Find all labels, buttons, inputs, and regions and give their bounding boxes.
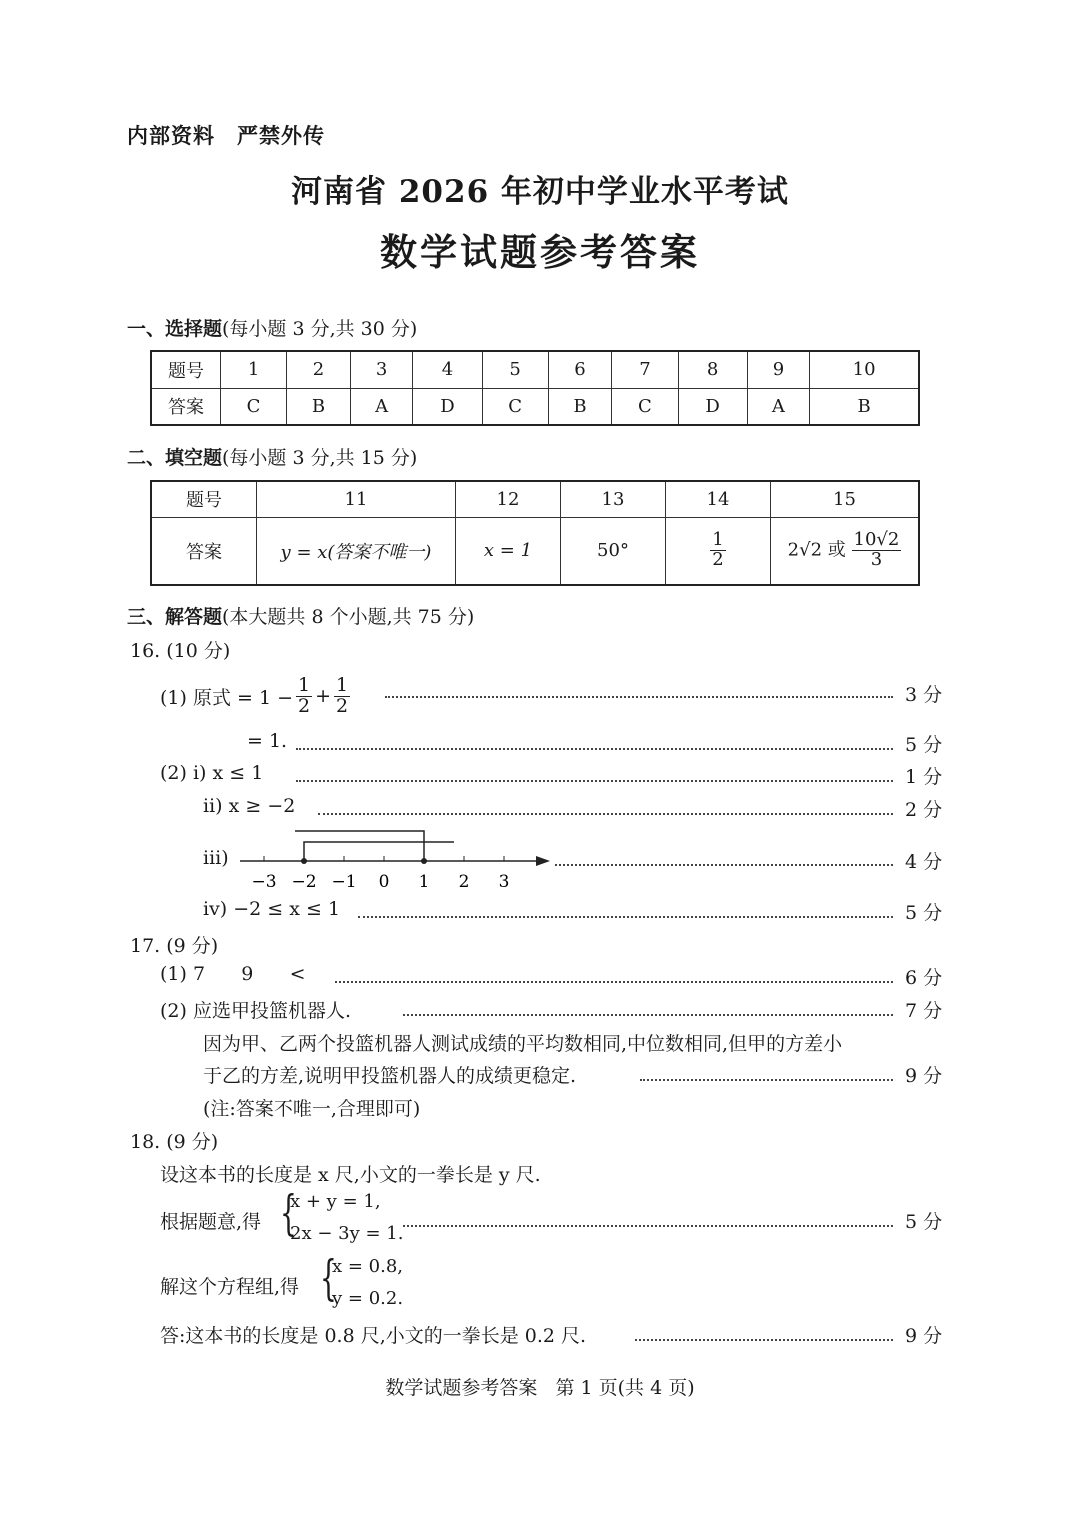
numerator: 1: [336, 673, 349, 696]
left-brace: {: [320, 1250, 337, 1306]
score: 5 分: [905, 902, 943, 924]
table-cell: 3: [350, 351, 413, 388]
tick-label: −1: [331, 872, 357, 892]
q16-part1-result: = 1.: [247, 730, 288, 752]
table-cell: 11: [257, 481, 456, 517]
table-cell: 5: [482, 351, 548, 388]
q16-part2-ii: ⅱ) x ≥ −2: [203, 795, 296, 817]
leader-dots: [403, 1225, 893, 1227]
q17-reason-line2: 于乙的方差,说明甲投篮机器人的成绩更稳定.: [203, 1065, 577, 1087]
table-cell: D: [678, 388, 747, 425]
table-cell: B: [548, 388, 612, 425]
table-cell: B: [287, 388, 351, 425]
tick-label: 3: [498, 872, 510, 892]
denominator: 2: [712, 549, 724, 571]
section-choice-label: 一、选择题: [127, 318, 223, 340]
table-cell: 10: [810, 351, 919, 388]
choice-answer-table: [150, 350, 920, 426]
fraction: [852, 531, 902, 570]
denominator: 2: [336, 694, 349, 717]
table-cell: 2: [287, 351, 351, 388]
answer-15: [771, 517, 920, 585]
score: 9 分: [905, 1065, 943, 1087]
fill-number-row: [151, 481, 919, 517]
table-cell: 9: [747, 351, 810, 388]
fill-answer-row: [151, 517, 919, 585]
table-cell: C: [482, 388, 548, 425]
solution-y: y = 0.2.: [332, 1288, 404, 1309]
section-fill-heading: [127, 443, 417, 470]
exam-title: 河南省 2026 年初中学业水平考试: [291, 174, 789, 210]
q16-part2-i: (2) ⅰ) x ≤ 1: [160, 762, 264, 784]
equation-1: x + y = 1,: [290, 1191, 381, 1212]
answer-11: y = x(答案不唯一): [257, 517, 456, 585]
leader-dots: [318, 813, 893, 815]
answer-key-title: 数学试题参考答案: [380, 230, 700, 274]
row-label: 答案: [151, 388, 221, 425]
q18-solution-prefix: 解这个方程组,得: [160, 1276, 300, 1298]
score: 5 分: [905, 734, 943, 756]
solution-bracket-x-ge-neg2: [304, 842, 454, 861]
fraction: [710, 531, 725, 570]
table-cell: A: [350, 388, 413, 425]
score: 9 分: [905, 1325, 943, 1347]
table-cell: C: [612, 388, 678, 425]
leader-dots: [555, 864, 893, 866]
q17-note: (注:答案不唯一,合理即可): [203, 1098, 421, 1120]
closed-point-1: [421, 858, 427, 864]
table-cell: 4: [413, 351, 482, 388]
table-cell: 13: [561, 481, 666, 517]
notice-restricted: 严禁外传: [237, 124, 325, 148]
section-fill-label: 二、填空题: [127, 447, 223, 469]
table-cell: 7: [612, 351, 678, 388]
leader-dots: [635, 1339, 893, 1341]
plus-sign: +: [315, 685, 332, 707]
q17-part1: (1) 7 9 <: [160, 963, 306, 985]
table-cell: 15: [771, 481, 920, 517]
page-footer: 数学试题参考答案 第 1 页(共 4 页): [385, 1377, 695, 1399]
q16-heading: 16. (10 分): [130, 640, 231, 662]
q16-part2-iv: ⅳ) −2 ≤ x ≤ 1: [203, 898, 341, 920]
closed-point-neg2: [301, 858, 307, 864]
equation-2: 2x − 3y = 1.: [290, 1223, 404, 1244]
tick-label: −2: [291, 872, 317, 892]
leader-dots: [385, 696, 893, 698]
section-choice-heading: [127, 314, 417, 341]
notice-internal: 内部资料: [127, 124, 215, 148]
section-choice-note: (每小题 3 分,共 30 分): [222, 318, 418, 340]
score: 5 分: [905, 1211, 943, 1233]
solution-x: x = 0.8,: [332, 1256, 404, 1277]
table-cell: A: [747, 388, 810, 425]
answer-12: x = 1: [456, 517, 561, 585]
denominator: 3: [870, 549, 883, 571]
section-solve-heading: [127, 602, 474, 629]
row-label: 题号: [151, 351, 221, 388]
leader-dots: [296, 780, 893, 782]
score: 1 分: [905, 766, 943, 788]
fill-answer-table: [150, 480, 920, 586]
leader-dots: [403, 1014, 893, 1016]
leader-dots: [296, 748, 893, 750]
denominator: 2: [298, 694, 311, 717]
q18-setup: 设这本书的长度是 x 尺,小文的一拳长是 y 尺.: [160, 1164, 541, 1186]
table-cell: B: [810, 388, 919, 425]
q16-part1: [160, 670, 353, 722]
answer-14: [666, 517, 771, 585]
fraction: [296, 673, 312, 717]
choice-number-row: [151, 351, 919, 388]
q18-answer: 答:这本书的长度是 0.8 尺,小文的一拳长是 0.2 尺.: [160, 1325, 587, 1347]
table-cell: 6: [548, 351, 612, 388]
number-line-arrow: [536, 856, 550, 866]
leader-dots: [358, 916, 893, 918]
q18-heading: 18. (9 分): [130, 1131, 219, 1153]
numerator: 1: [712, 529, 724, 551]
table-cell: 14: [666, 481, 771, 517]
answer-13: 50°: [561, 517, 666, 585]
tick-label: 2: [458, 872, 470, 892]
q16-part2-iii: ⅲ): [203, 847, 229, 869]
confidential-notice: [127, 120, 325, 150]
section-solve-label: 三、解答题: [127, 606, 223, 628]
score: 4 分: [905, 851, 943, 873]
table-cell: 1: [221, 351, 287, 388]
leader-dots: [640, 1079, 893, 1081]
table-cell: C: [221, 388, 287, 425]
row-label: 题号: [151, 481, 257, 517]
score: 3 分: [905, 684, 943, 706]
table-cell: D: [413, 388, 482, 425]
tick-label: 1: [418, 872, 430, 892]
leader-dots: [335, 981, 893, 983]
row-label: 答案: [151, 517, 257, 585]
q17-reason-line1: 因为甲、乙两个投篮机器人测试成绩的平均数相同,中位数相同,但甲的方差小: [203, 1033, 843, 1055]
numerator: 1: [298, 673, 311, 696]
score: 6 分: [905, 967, 943, 989]
answer-15-left: 2√2 或: [787, 539, 846, 561]
q18-equation-prefix: 根据题意,得: [160, 1211, 262, 1233]
choice-answer-row: [151, 388, 919, 425]
numerator: 10√2: [853, 529, 900, 551]
table-cell: 12: [456, 481, 561, 517]
q16-part1-prefix: (1) 原式 = 1 −: [160, 686, 294, 709]
table-cell: 8: [678, 351, 747, 388]
tick-label: 0: [378, 872, 390, 892]
left-brace: {: [280, 1185, 297, 1241]
solution-bracket-x-le-1: [295, 831, 424, 861]
section-solve-note: (本大题共 8 个小题,共 75 分): [222, 606, 475, 628]
number-line-diagram: [240, 825, 560, 895]
tick-label: −3: [251, 872, 277, 892]
score: 7 分: [905, 1000, 943, 1022]
score: 2 分: [905, 799, 943, 821]
section-fill-note: (每小题 3 分,共 15 分): [222, 447, 418, 469]
q17-part2: (2) 应选甲投篮机器人.: [160, 1000, 351, 1022]
fraction: [334, 673, 350, 717]
q17-heading: 17. (9 分): [130, 935, 219, 957]
